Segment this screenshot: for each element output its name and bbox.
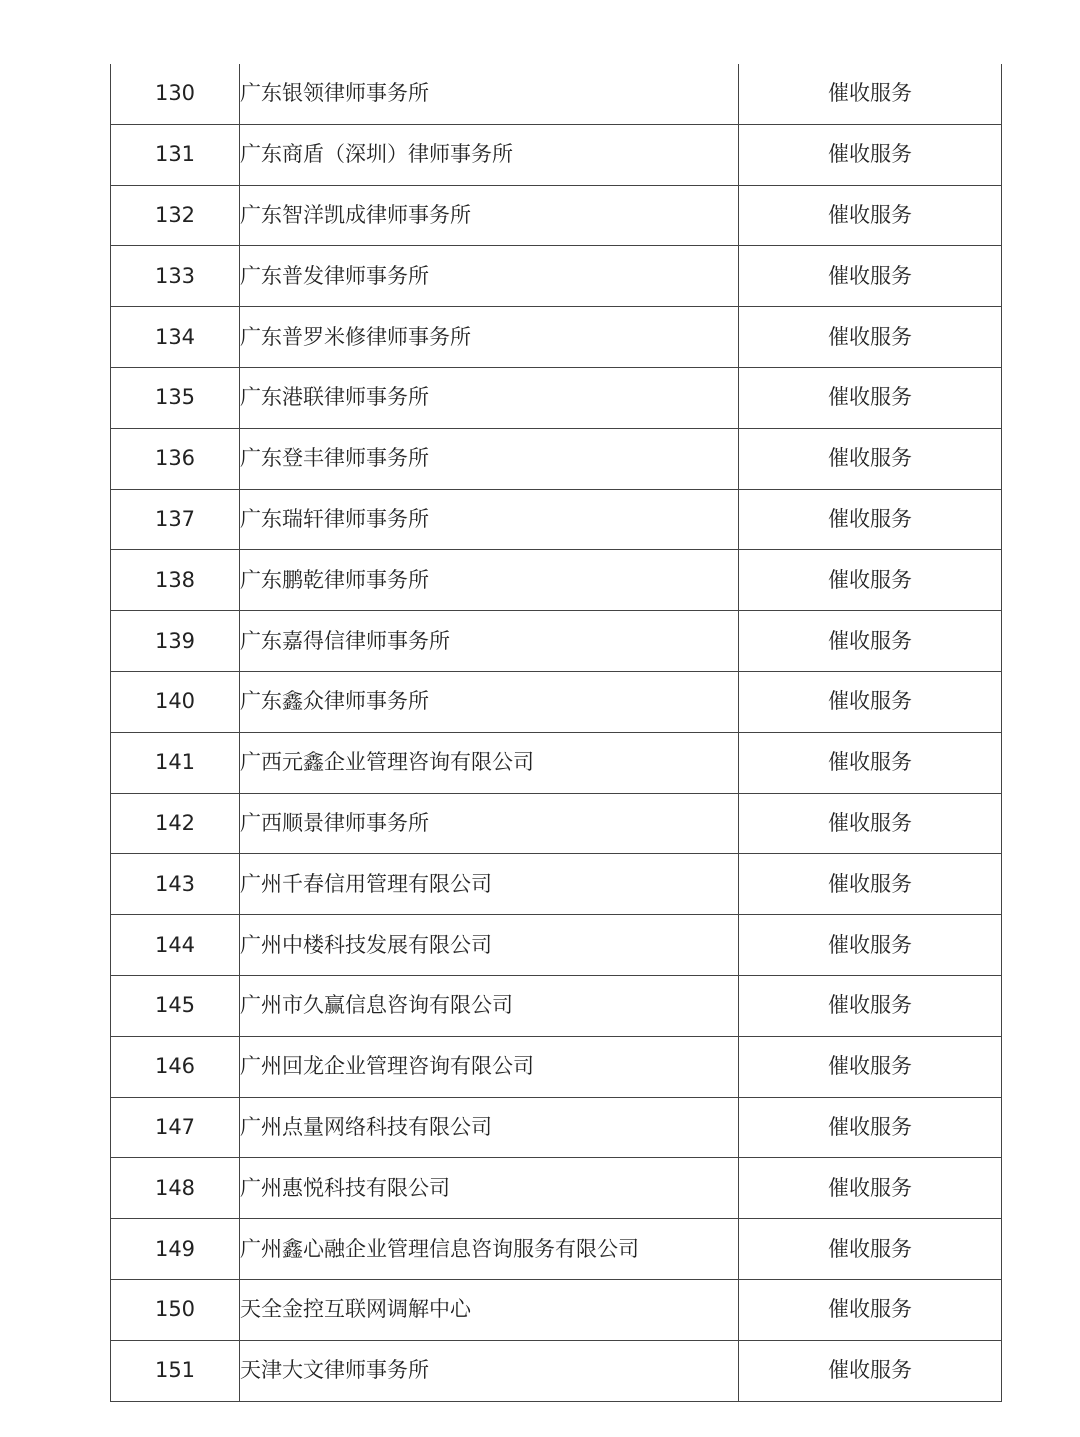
table-row	[111, 1219, 1002, 1280]
row-number: 140	[111, 671, 240, 732]
table-row	[111, 1279, 1002, 1340]
table-row	[111, 246, 1002, 307]
row-number: 150	[111, 1279, 240, 1340]
table-row	[111, 489, 1002, 550]
organization-name: 天全金控互联网调解中心	[240, 1279, 739, 1340]
service-type: 催收服务	[739, 64, 1002, 124]
table-row	[111, 854, 1002, 915]
row-number: 143	[111, 854, 240, 915]
organization-name: 广东嘉得信律师事务所	[240, 611, 739, 672]
service-type: 催收服务	[739, 611, 1002, 672]
row-number: 135	[111, 367, 240, 428]
row-number: 141	[111, 732, 240, 793]
row-number: 146	[111, 1036, 240, 1097]
service-type: 催收服务	[739, 246, 1002, 307]
service-type: 催收服务	[739, 975, 1002, 1036]
service-type: 催收服务	[739, 367, 1002, 428]
organization-name: 广州千春信用管理有限公司	[240, 854, 739, 915]
organization-name: 广州惠悦科技有限公司	[240, 1158, 739, 1219]
organization-name: 广州鑫心融企业管理信息咨询服务有限公司	[240, 1219, 739, 1280]
service-type: 催收服务	[739, 307, 1002, 368]
service-type: 催收服务	[739, 1219, 1002, 1280]
table-body	[111, 64, 1002, 1401]
organization-name: 广东鑫众律师事务所	[240, 671, 739, 732]
row-number: 147	[111, 1097, 240, 1158]
service-type: 催收服务	[739, 671, 1002, 732]
table-row	[111, 915, 1002, 976]
organization-name: 广州点量网络科技有限公司	[240, 1097, 739, 1158]
row-number: 137	[111, 489, 240, 550]
organization-name: 广东瑞轩律师事务所	[240, 489, 739, 550]
service-type: 催收服务	[739, 185, 1002, 246]
table-row	[111, 307, 1002, 368]
table-row	[111, 428, 1002, 489]
row-number: 149	[111, 1219, 240, 1280]
row-number: 138	[111, 550, 240, 611]
service-type: 催收服务	[739, 793, 1002, 854]
organization-name: 广西元鑫企业管理咨询有限公司	[240, 732, 739, 793]
row-number: 130	[111, 64, 240, 124]
organization-name: 广州市久赢信息咨询有限公司	[240, 975, 739, 1036]
row-number: 133	[111, 246, 240, 307]
organization-name: 广东银领律师事务所	[240, 64, 739, 124]
row-number: 142	[111, 793, 240, 854]
table-row	[111, 550, 1002, 611]
table-row	[111, 1158, 1002, 1219]
row-number: 131	[111, 124, 240, 185]
row-number: 132	[111, 185, 240, 246]
table-row	[111, 732, 1002, 793]
organization-name: 广东鹏乾律师事务所	[240, 550, 739, 611]
service-type: 催收服务	[739, 428, 1002, 489]
table-row	[111, 1097, 1002, 1158]
table-row	[111, 611, 1002, 672]
organization-name: 广东登丰律师事务所	[240, 428, 739, 489]
row-number: 134	[111, 307, 240, 368]
organization-name: 广东港联律师事务所	[240, 367, 739, 428]
service-type: 催收服务	[739, 124, 1002, 185]
row-number: 148	[111, 1158, 240, 1219]
service-type: 催收服务	[739, 854, 1002, 915]
organization-name: 天津大文律师事务所	[240, 1340, 739, 1401]
service-type: 催收服务	[739, 489, 1002, 550]
service-type: 催收服务	[739, 1097, 1002, 1158]
service-type: 催收服务	[739, 1036, 1002, 1097]
row-number: 144	[111, 915, 240, 976]
service-type: 催收服务	[739, 915, 1002, 976]
organization-name: 广东智洋凯成律师事务所	[240, 185, 739, 246]
table-row	[111, 1036, 1002, 1097]
table-row	[111, 64, 1002, 124]
table-row	[111, 975, 1002, 1036]
organization-table	[110, 64, 1002, 1402]
table-row	[111, 124, 1002, 185]
row-number: 136	[111, 428, 240, 489]
table-row	[111, 1340, 1002, 1401]
organization-name: 广东普发律师事务所	[240, 246, 739, 307]
service-type: 催收服务	[739, 1158, 1002, 1219]
table-row	[111, 367, 1002, 428]
organization-name: 广东普罗米修律师事务所	[240, 307, 739, 368]
service-type: 催收服务	[739, 1279, 1002, 1340]
row-number: 151	[111, 1340, 240, 1401]
table-row	[111, 793, 1002, 854]
row-number: 139	[111, 611, 240, 672]
service-type: 催收服务	[739, 1340, 1002, 1401]
organization-name: 广州回龙企业管理咨询有限公司	[240, 1036, 739, 1097]
table-row	[111, 185, 1002, 246]
service-type: 催收服务	[739, 732, 1002, 793]
service-type: 催收服务	[739, 550, 1002, 611]
organization-name: 广州中楼科技发展有限公司	[240, 915, 739, 976]
table-row	[111, 671, 1002, 732]
organization-name: 广西顺景律师事务所	[240, 793, 739, 854]
row-number: 145	[111, 975, 240, 1036]
organization-name: 广东商盾（深圳）律师事务所	[240, 124, 739, 185]
